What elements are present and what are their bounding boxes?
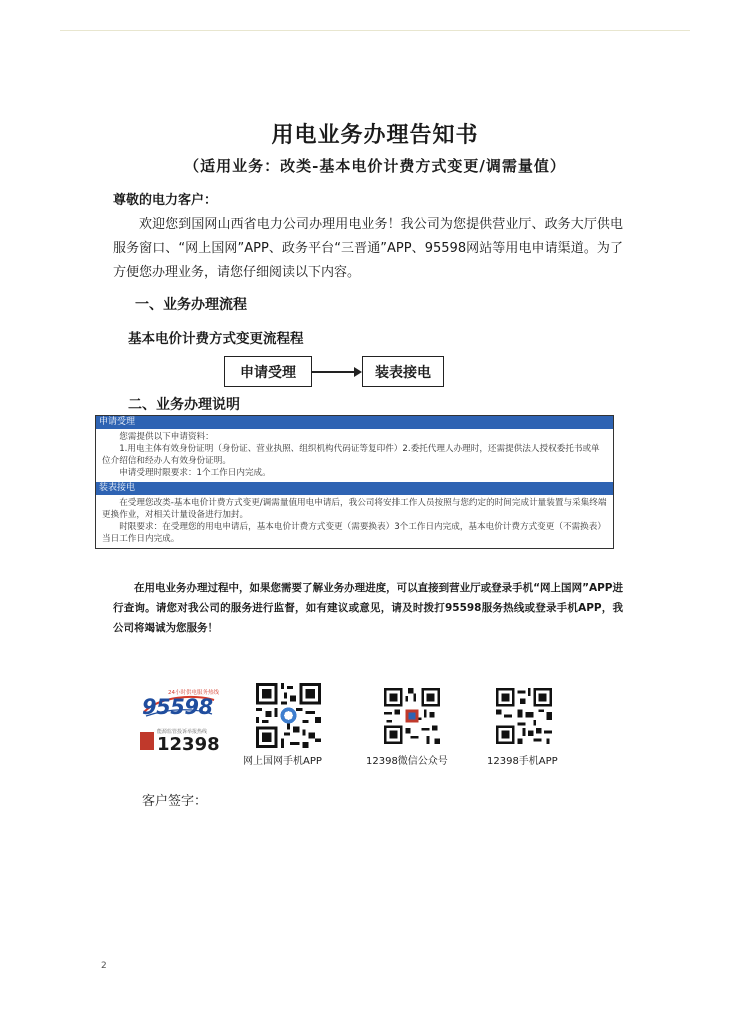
- top-rule: [60, 30, 690, 31]
- emblem-icon: [140, 732, 154, 750]
- hotline-tagline: 24小时供电服务热线: [168, 690, 219, 696]
- section2-heading: 二、业务办理说明: [128, 397, 240, 413]
- customer-signature-label: 客户签字：: [142, 794, 208, 809]
- flow-step-application: 申请受理: [224, 356, 312, 387]
- flow-step-installation: 装表接电: [362, 356, 444, 387]
- table-section-header: 申请受理: [96, 416, 613, 429]
- document-title: 用电业务办理告知书: [271, 122, 479, 148]
- table-section-body: [96, 429, 613, 482]
- qr-code-12398-wechat: [384, 688, 440, 744]
- section1-heading: 一、业务办理流程: [135, 297, 247, 313]
- hotline-number: 95598: [142, 695, 213, 719]
- table-line: 在受理您改类-基本电价计费方式变更/调需量值用电申请后，我公司将安排工作人员按照与您约定的时间完成计量装置与采集终端更换作业，对相关计量设备进行加封。: [102, 498, 607, 520]
- table-section-header: 装表接电: [96, 482, 613, 495]
- hotline-95598-logo: [140, 688, 220, 718]
- business-description-table: [95, 415, 614, 549]
- flow-title: 基本电价计费方式变更流程程: [128, 331, 304, 347]
- flow-arrow-line: [312, 371, 356, 373]
- table-line: 申请受理时限要求：1个工作日内完成。: [119, 468, 271, 478]
- page-mark: 2: [101, 961, 107, 971]
- regulator-12398-logo: [140, 728, 220, 754]
- regulator-number: 12398: [157, 734, 220, 755]
- regulator-tagline: 能源监管投诉举报热线: [157, 729, 208, 735]
- qr-code-12398-app: [496, 688, 552, 744]
- greeting: 尊敬的电力客户：: [113, 193, 218, 208]
- flow-arrow-head-icon: [354, 367, 362, 377]
- qr-label-12398-app: 12398手机APP: [487, 756, 558, 767]
- qr-label-12398-wechat: 12398微信公众号: [366, 756, 448, 767]
- intro-paragraph: 欢迎您到国网山西省电力公司办理用电业务！我公司为您提供营业厅、政务大厅供电服务窗口、“网上国网”APP、政务平台“三晋通”APP、95598网站等用电申请渠道。为了方便您办理业务，请您仔细阅读以下内容。: [113, 217, 623, 280]
- qr-code-wsgw-app: [256, 683, 321, 748]
- table-line: 您需提供以下申请资料：: [119, 432, 214, 442]
- table-section-body: [96, 495, 613, 548]
- document-subtitle: （适用业务：改类-基本电价计费方式变更/调需量值）: [184, 157, 566, 175]
- table-line: 时限要求：在受理您的用电申请后，基本电价计费方式变更（需要换表）3个工作日内完成，基本电价计费方式变更（不需换表）当日工作日内完成。: [102, 522, 606, 544]
- table-line: 1.用电主体有效身份证明（身份证、营业执照、组织机构代码证等复印件）2.委托代理人办理时，还需提供法人授权委托书或单位介绍信和经办人有效身份证明。: [102, 444, 600, 466]
- service-notice: 在用电业务办理过程中，如果您需要了解业务办理进度，可以直接到营业厅或登录手机“网上国网”APP进行查询。请您对我公司的服务进行监督，如有建议或意见，请及时拨打95598服务热线或登录手机APP，我公司将竭诚为您服务！: [113, 582, 623, 634]
- qr-label-wsgw-app: 网上国网手机APP: [243, 756, 322, 767]
